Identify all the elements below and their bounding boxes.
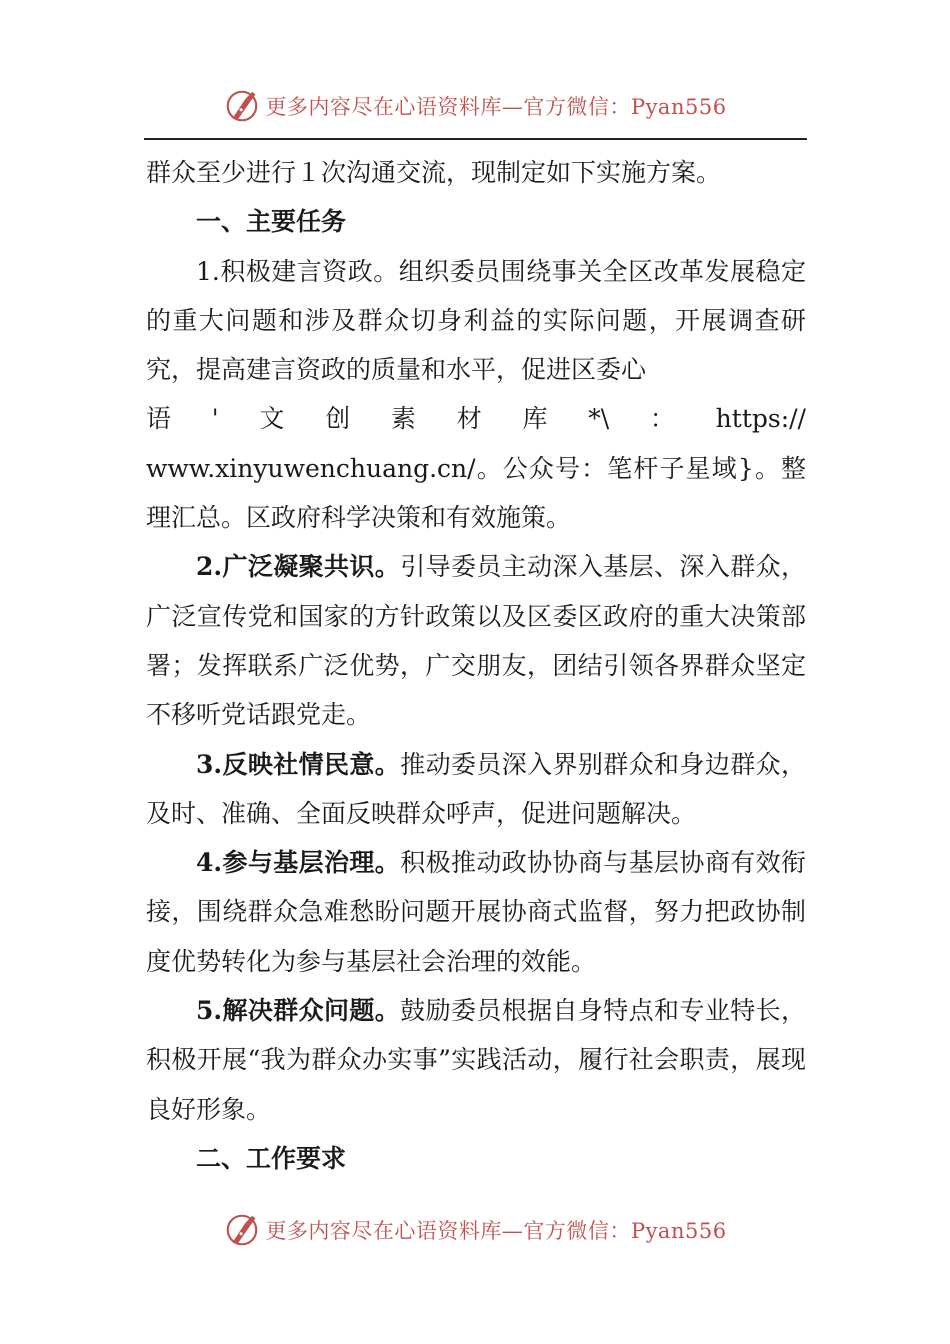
task-item-2-lead: 2.广泛凝聚共识。	[196, 552, 401, 582]
pen-nib-circle-icon	[223, 1211, 261, 1249]
watermark-group	[223, 87, 726, 125]
task-item-4-text: 积极推动政协协商与基层协商有效衔接，围绕群众急难愁盼问题开展协商式监督，努力把政协制度优势转化为参与基层社会治理的效能。	[146, 848, 806, 976]
spread-char: 素	[390, 404, 416, 434]
spread-char: 库	[522, 404, 548, 434]
header-divider	[144, 138, 807, 140]
pen-nib-circle-icon	[223, 87, 261, 125]
spread-char: *\	[588, 404, 610, 434]
task-item-1-lead: 1.积极建言资政。	[196, 256, 399, 286]
task-item-5-lead: 5.解决群众问题。	[196, 996, 401, 1026]
spread-char: 材	[456, 404, 482, 434]
spread-char: 创	[325, 404, 351, 434]
task-item-2-text: 引导委员主动深入基层、深入群众，广泛宣传党和国家的方针政策以及区委区政府的重大决策部署；发挥联系广泛优势，广交朋友，团结引领各界群众坚定不移听党话跟党走。	[146, 552, 806, 730]
section-heading-main-tasks: 一、主要任务	[196, 207, 347, 237]
task-item-2	[146, 542, 806, 739]
spread-char: '	[211, 404, 219, 434]
task-item-3-text: 推动委员深入界别群众和身边群众，及时、准确、全面反映群众呼声，促进问题解决。	[146, 749, 806, 828]
task-item-4	[146, 838, 806, 986]
spread-char: ：	[649, 404, 675, 434]
task-item-1	[146, 247, 806, 395]
task-item-1-continuation: www.xinyuwenchuang.cn/。公众号：笔杆子星域}。整理汇总。区政府科学决策和有效施策。	[146, 453, 806, 533]
task-item-5	[146, 986, 806, 1134]
task-item-5-text: 鼓励委员根据自身特点和专业特长，积极开展“我为群众办实事”实践活动，履行社会职责，展现良好形象。	[146, 996, 806, 1124]
watermark-text: 更多内容尽在心语资料库—官方微信：	[265, 95, 631, 119]
watermark-group	[223, 1211, 726, 1249]
spread-char-url: https://	[715, 404, 806, 434]
footer-watermark	[0, 1208, 950, 1252]
intro-paragraph: 群众至少进行１次沟通交流，现制定如下实施方案。	[146, 158, 722, 187]
task-item-1-spread-line	[146, 394, 806, 443]
task-item-4-lead: 4.参与基层治理。	[196, 848, 401, 878]
task-item-3	[146, 740, 806, 839]
spread-char: 语	[146, 404, 172, 434]
watermark-text: 更多内容尽在心语资料库—官方微信：	[265, 1219, 631, 1243]
spread-char: 文	[259, 404, 285, 434]
watermark-wechat-id: Pyan556	[630, 1219, 727, 1243]
watermark-wechat-id: Pyan556	[630, 95, 727, 119]
task-item-3-lead: 3.反映社情民意。	[196, 749, 401, 779]
header-watermark	[0, 84, 950, 128]
document-body	[146, 148, 806, 1183]
section-heading-work-requirements: 二、工作要求	[196, 1143, 347, 1173]
task-item-1-text: 组织委员围绕事关全区改革发展稳定的重大问题和涉及群众切身利益的实际问题，开展调查研究，提高建言资政的质量和水平，促进区委心	[146, 256, 806, 385]
